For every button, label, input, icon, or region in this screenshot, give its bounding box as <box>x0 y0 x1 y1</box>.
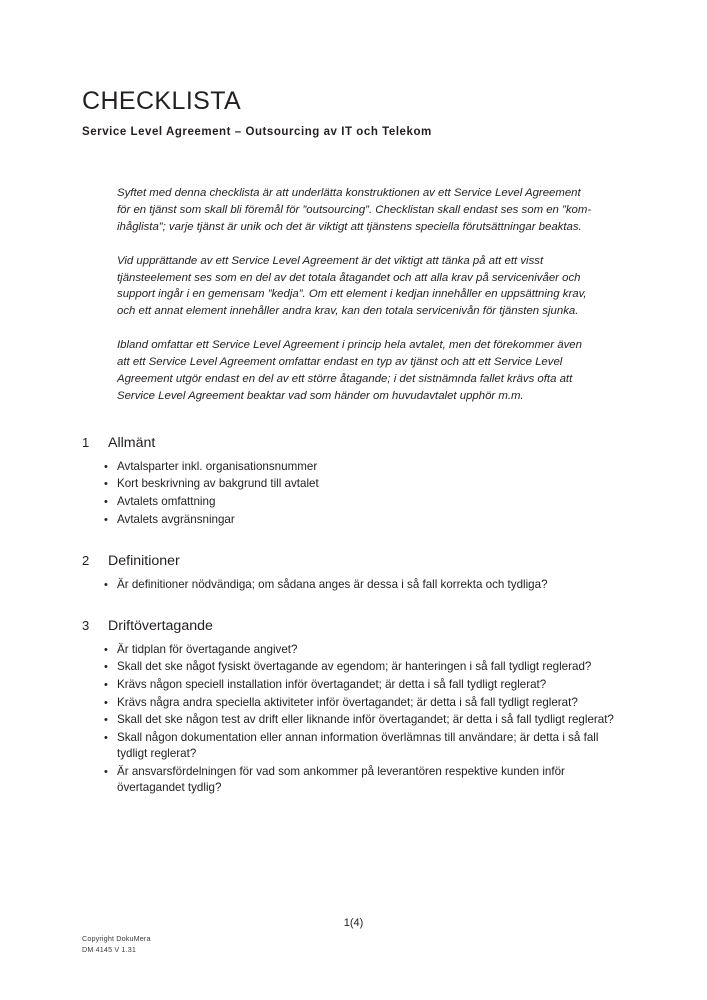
list-item: • Avtalsparter inkl. organisationsnummer <box>82 459 627 476</box>
footer-metadata <box>82 934 151 955</box>
page-subtitle: Service Level Agreement – Outsourcing av IT och Telekom <box>82 125 432 138</box>
list-item: • Kort beskrivning av bakgrund till avtalet <box>82 476 627 493</box>
section-title: Definitioner <box>108 553 180 570</box>
list-item: • Skall det ske något fysiskt övertagande av egendom; är hanteringen i så fall tydligt reglerad? <box>82 659 627 676</box>
list-item: • Krävs några andra speciella aktiviteter inför övertagandet; är detta i så fall tydligt reglerat? <box>82 695 627 712</box>
intro-paragraph: Syftet med denna checklista är att underlätta konstruktionen av ett Service Level Agreement för en tjänst som skall bli föremål för ”outsourcing”. Checklistan skall endast ses som en ”kom-ihåglista”; varje tjänst är unik och det är viktigt att tjänstens speciella förutsättningar beaktas. <box>117 187 592 234</box>
intro-block <box>82 185 597 404</box>
list-item: • Är ansvarsfördelningen för vad som ankommer på leverantören respektive kunden inför övertagandet tydlig? <box>82 764 627 797</box>
section-item-list <box>82 459 627 528</box>
intro-paragraph: Ibland omfattar ett Service Level Agreement i princip hela avtalet, men det förekommer även att ett Service Level Agreement omfattar endast en typ av tjänst och att ett Service Level Agreement utgör endast en del av ett större åtagande; i det sistnämnda fallet krävs ofta att Service Level Agreement beaktar vad som händer om huvudavtalet upphör m.m. <box>117 338 582 402</box>
section-item-list <box>82 577 627 594</box>
section-allmant <box>82 434 627 528</box>
page-number: 1(4) <box>343 917 364 929</box>
list-item: • Avtalets avgränsningar <box>82 512 627 529</box>
list-item: • Är tidplan för övertagande angivet? <box>82 642 627 659</box>
document-code: DM 4145 V 1.31 <box>82 944 137 954</box>
page-title: CHECKLISTA <box>82 87 242 115</box>
section-heading <box>82 552 627 570</box>
copyright-notice: Copyright DokuMera <box>82 934 151 943</box>
section-title: Driftövertagande <box>108 618 213 635</box>
section-definitioner <box>82 552 627 593</box>
section-number: 3 <box>82 618 90 634</box>
list-item: • Avtalets omfattning <box>82 494 627 511</box>
list-item: • Är definitioner nödvändiga; om sådana anges är dessa i så fall korrekta och tydliga? <box>82 577 627 594</box>
section-number: 2 <box>82 553 90 569</box>
list-item: • Skall någon dokumentation eller annan information överlämnas till användare; är detta i så fall tydligt reglerat? <box>82 730 627 763</box>
intro-paragraph: Vid upprättande av ett Service Level Agreement är det viktigt att tänka på att ett visst tjänsteelement ses som en del av det totala åtagandet och att alla krav på servicenivåer och support ingår i en gemensam ”kedja”. Om ett element i kedjan innehåller en uppsättning krav, och ett annat element innehåller andra krav, kan den totala servicenivån för tjänsten sjunka. <box>117 254 587 318</box>
section-heading <box>82 617 627 635</box>
checklist-sections <box>82 434 627 797</box>
page-content <box>82 0 627 798</box>
list-item: • Skall det ske någon test av drift eller liknande inför övertagandet; är detta i så fall tydligt reglerat? <box>82 712 627 729</box>
section-heading <box>82 434 627 452</box>
section-driftovertagande <box>82 617 627 797</box>
section-item-list <box>82 642 627 797</box>
list-item: • Krävs någon speciell installation inför övertagandet; är detta i så fall tydligt reglerat? <box>82 677 627 694</box>
section-title: Allmänt <box>108 435 156 452</box>
section-number: 1 <box>82 435 90 451</box>
